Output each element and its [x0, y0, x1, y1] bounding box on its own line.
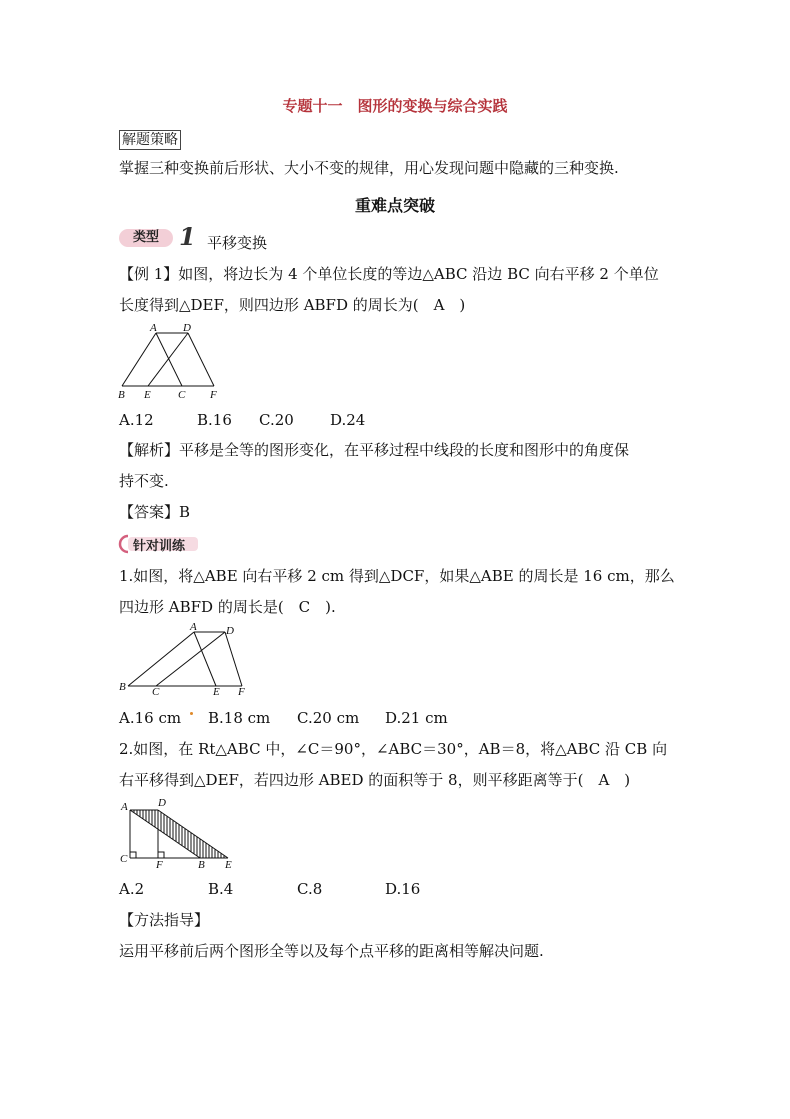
q2-fig-label-c: C: [120, 853, 128, 865]
q1-option-c: C.20 cm: [297, 709, 360, 727]
example-fig-label-c: C: [178, 389, 186, 401]
q2-fig-label-e: E: [225, 859, 232, 871]
example-fig-label-d: D: [183, 322, 191, 334]
q1-mark-dot: [190, 712, 193, 715]
q1-fig-label-d: D: [226, 625, 234, 637]
method-text: 运用平移前后两个图形全等以及每个点平移的距离相等解决问题.: [119, 942, 544, 960]
q2-option-d: D.16: [385, 880, 421, 898]
q1-figure: [118, 623, 253, 698]
page-title: 专题十一 图形的变换与综合实践: [282, 97, 508, 115]
q1-option-d: D.21 cm: [385, 709, 448, 727]
q1-option-a: A.16 cm: [119, 709, 182, 727]
q2-line-1: 2.如图，在 Rt△ABC 中，∠C＝90°，∠ABC＝30°，AB＝8，将△ABC 沿 CB 向: [119, 740, 668, 758]
example-fig-label-f: F: [210, 389, 217, 401]
q2-option-b: B.4: [208, 880, 234, 898]
q2-option-c: C.8: [297, 880, 323, 898]
type-title: 平移变换: [207, 234, 268, 252]
q2-figure: [118, 796, 248, 871]
q1-fig-label-b: B: [119, 681, 126, 693]
q1-line-2: 四边形 ABFD 的周长是( C ).: [119, 598, 336, 616]
q2-fig-label-d: D: [158, 797, 166, 809]
example-figure: [118, 322, 228, 402]
example-option-d: D.24: [330, 411, 366, 429]
section-heading: 重难点突破: [354, 196, 435, 215]
q2-line-2: 右平移得到△DEF，若四边形 ABED 的面积等于 8，则平移距离等于( A ): [119, 771, 631, 789]
example-answer: 【答案】B: [119, 503, 191, 521]
q2-option-a: A.2: [119, 880, 145, 898]
type-number: 1: [179, 222, 196, 251]
q1-fig-label-a: A: [190, 621, 197, 633]
q2-fig-label-b: B: [198, 859, 205, 871]
example-fig-label-b: B: [118, 389, 125, 401]
example-option-c: C.20: [259, 411, 294, 429]
type-badge: 类型: [119, 229, 173, 247]
example-option-a: A.12: [119, 411, 154, 429]
example-line-1: 【例 1】如图，将边长为 4 个单位长度的等边△ABC 沿边 BC 向右平移 2 个单位: [119, 265, 659, 283]
example-analysis-line-1: 【解析】平移是全等的图形变化，在平移过程中线段的长度和图形中的角度保: [119, 441, 630, 459]
q2-fig-label-a: A: [121, 801, 128, 813]
q1-fig-label-c: C: [152, 686, 160, 698]
strategy-label: 解题策略: [119, 130, 181, 150]
training-label: 针对训练: [133, 539, 186, 554]
example-option-b: B.16: [197, 411, 232, 429]
q1-line-1: 1.如图，将△ABE 向右平移 2 cm 得到△DCF，如果△ABE 的周长是 16 cm，那么: [119, 567, 675, 585]
q2-fig-label-f: F: [156, 859, 163, 871]
example-fig-label-a: A: [150, 322, 157, 334]
q1-fig-label-f: F: [238, 686, 245, 698]
example-fig-label-e: E: [144, 389, 151, 401]
example-analysis-line-2: 持不变.: [119, 472, 169, 490]
example-line-2: 长度得到△DEF，则四边形 ABFD 的周长为( A ): [119, 296, 466, 314]
method-heading: 【方法指导】: [119, 911, 210, 929]
q1-option-b: B.18 cm: [208, 709, 271, 727]
strategy-text: 掌握三种变换前后形状、大小不变的规律，用心发现问题中隐藏的三种变换.: [119, 159, 619, 177]
q1-fig-label-e: E: [213, 686, 220, 698]
